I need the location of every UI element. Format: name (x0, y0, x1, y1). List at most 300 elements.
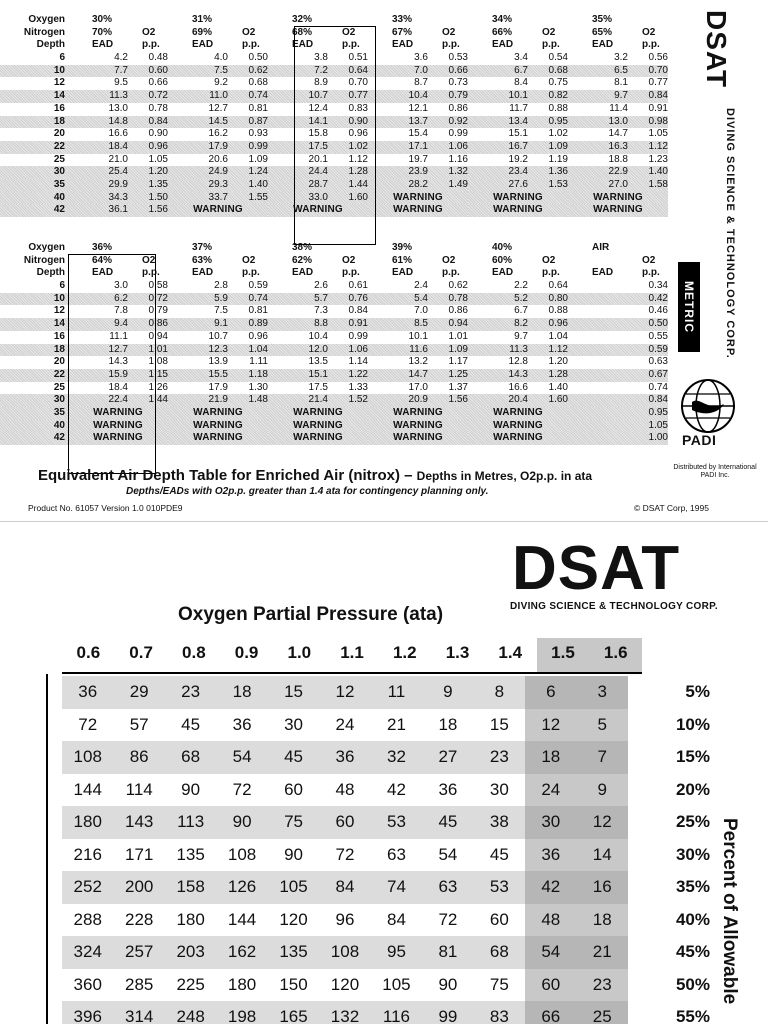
minutes-cell: 198 (216, 1001, 267, 1024)
minutes-cell: 36 (319, 741, 370, 774)
minutes-cell: 12 (525, 709, 576, 742)
ead-value-cell (68, 52, 168, 65)
depth-cell: 10 (0, 65, 68, 78)
ead-value: 11.0 (209, 90, 228, 102)
minutes-cell: 5 (577, 709, 628, 742)
group-header-value: 36% (92, 242, 113, 253)
ead-value (586, 318, 628, 331)
group-header-cell (568, 242, 668, 255)
ead-value: 11.3 (509, 343, 528, 355)
o2-pp-value: 0.84 (148, 115, 168, 127)
ead-value: 6.2 (114, 292, 128, 304)
o2-pp-value: 0.81 (248, 102, 268, 114)
group-header-value: 70% (92, 26, 113, 38)
ead-value: 17.0 (408, 381, 428, 393)
ead-block-36-air (0, 242, 668, 445)
o2-pp-value: 0.78 (148, 102, 168, 114)
ead-value-cell (368, 90, 468, 103)
group-header-value: EAD (392, 39, 414, 51)
minutes-cell: 24 (335, 714, 355, 734)
group-header-value: O2 (542, 254, 556, 266)
ead-value (586, 420, 628, 433)
ead-value-cell (468, 103, 568, 116)
group-header-value: 60% (492, 254, 513, 266)
ead-value: 5.2 (514, 292, 528, 304)
ead-value (586, 394, 628, 407)
ead-value: 21.4 (308, 394, 328, 406)
minutes-cell: 54 (525, 936, 576, 969)
ead-value-cell (268, 305, 368, 318)
warning-cell: WARNING (268, 204, 368, 217)
group-header-value: O2 (442, 26, 456, 38)
minutes-cell: 132 (319, 1001, 370, 1024)
percent-label: 10% (675, 714, 710, 734)
o2-pp-value: 1.14 (348, 356, 368, 368)
ead-value: 7.7 (114, 64, 128, 76)
group-header-value: p.p. (542, 267, 560, 279)
o2-pp-value: 0.86 (448, 102, 468, 114)
minutes-cell: 90 (284, 844, 303, 864)
minutes-cell: 21 (386, 714, 406, 734)
group-header-value (128, 242, 168, 255)
depth-cell: 6 (59, 280, 65, 292)
minutes-cell: 45 (268, 741, 319, 774)
ead-value-cell (168, 90, 268, 103)
o2-pp-value: 1.28 (548, 368, 568, 380)
group-header-cell (568, 14, 668, 27)
depth-cell: 42 (0, 204, 68, 217)
o2-pp-value: 0.72 (148, 292, 168, 304)
warning-cell: WARNING (68, 432, 168, 445)
ead-value: 13.9 (208, 356, 228, 368)
ead-value-cell (168, 166, 268, 179)
group-header-value: 30% (92, 14, 113, 25)
ead-value: 24.4 (308, 166, 328, 178)
minutes-cell: 72 (335, 844, 355, 864)
ead-value: 13.5 (308, 356, 328, 368)
minutes-cell: 257 (113, 936, 164, 969)
table-row (62, 806, 710, 839)
o2-pp-value: 0.70 (348, 77, 368, 89)
ead-value: 8.5 (414, 318, 428, 330)
o2-pp-value: 0.99 (348, 330, 368, 342)
group-header-cell (268, 255, 368, 268)
pp-header-0.6: 0.6 (76, 643, 101, 662)
dsat-logo: DSAT (512, 534, 681, 603)
group-header-cell (468, 267, 568, 280)
ead-value: 9.2 (214, 77, 228, 89)
group-header-cell (368, 255, 468, 268)
group-header-value: O2 (542, 26, 556, 38)
group-header-value (228, 242, 268, 255)
o2-pp-value: 0.96 (548, 318, 568, 330)
group-header-value (228, 14, 268, 27)
minutes-cell: 21 (577, 936, 628, 969)
o2-pp-value: 0.66 (448, 64, 468, 76)
warning-cell: WARNING (168, 420, 268, 433)
ead-value: 25.4 (108, 166, 128, 178)
group-header-value (528, 14, 568, 27)
o2-pp-value: 1.20 (548, 356, 568, 368)
ead-value: 6.7 (514, 64, 528, 76)
o2-pp-value: 0.58 (148, 280, 168, 292)
o2-pp-value: 0.34 (648, 280, 668, 292)
o2-pp-value: 0.54 (548, 52, 568, 64)
ead-value: 14.5 (208, 115, 228, 127)
minutes-cell: 36 (62, 676, 113, 709)
o2-pp-value: 0.74 (248, 292, 268, 304)
minutes-cell: 45 (489, 844, 509, 864)
ead-value: 10.1 (408, 330, 428, 342)
o2-pp-value: 0.78 (448, 292, 468, 304)
ead-value: 12.4 (308, 102, 328, 114)
ead-value: 9.1 (214, 318, 228, 330)
group-header-value (328, 242, 368, 255)
pp-header-0.7: 0.7 (129, 643, 153, 662)
table-row (62, 904, 710, 937)
ead-value-cell (68, 166, 168, 179)
ead-value (586, 280, 628, 293)
ead-value-cell (468, 356, 568, 369)
o2-pp-value: 1.02 (548, 128, 568, 140)
ead-value: 11.3 (109, 90, 128, 102)
ead-value: 17.9 (208, 381, 228, 393)
o2-pp-value: 0.56 (648, 52, 668, 64)
depth-cell: 6 (59, 52, 65, 64)
o2-pp-value: 0.94 (448, 318, 468, 330)
minutes-cell: 8 (474, 676, 525, 709)
o2-pp-value: 0.74 (648, 381, 668, 393)
group-header-value: p.p. (142, 39, 160, 51)
ead-value-cell (568, 280, 668, 293)
product-number: Product No. 61057 Version 1.0 010PDE9 (28, 503, 183, 513)
warning-cell: WARNING (268, 420, 368, 433)
group-header-value: O2 (142, 254, 156, 266)
distributed-by-note: Distributed by International PADI Inc. (673, 464, 757, 479)
warning-cell: WARNING (168, 432, 268, 445)
o2-pp-value: 0.90 (148, 128, 168, 140)
ead-value-cell (68, 192, 168, 205)
o2-pp-value: 1.24 (248, 166, 268, 178)
ead-value-cell (168, 77, 268, 90)
ead-value: 18.4 (108, 140, 128, 152)
group-header-value (586, 255, 628, 268)
ead-value-cell (68, 179, 168, 192)
group-header-cell (568, 27, 668, 40)
ead-value: 2.8 (214, 280, 228, 292)
group-header-value (628, 242, 668, 255)
depth-cell: 14 (0, 90, 68, 103)
ead-value-cell (468, 65, 568, 78)
partial-pressure-header-row (62, 638, 642, 674)
ead-value-cell (68, 356, 168, 369)
minutes-cell: 108 (319, 936, 370, 969)
ead-value: 36.1 (108, 204, 128, 216)
ead-value-cell (368, 356, 468, 369)
warning-cell: WARNING (468, 432, 568, 445)
o2-pp-value: 1.26 (148, 381, 168, 393)
o2-pp-value: 1.56 (448, 394, 468, 406)
o2-pp-value: 1.37 (448, 381, 468, 393)
minutes-cell: 15 (268, 676, 319, 709)
pp-header-1.2: 1.2 (392, 643, 417, 662)
o2-pp-value: 1.01 (448, 330, 468, 342)
minutes-cell: 158 (165, 871, 216, 904)
ead-value: 18.8 (608, 153, 628, 165)
ead-value: 15.4 (408, 128, 428, 140)
warning-cell: WARNING (568, 192, 668, 205)
minutes-cell: 285 (124, 974, 154, 994)
minutes-cell: 150 (279, 974, 308, 994)
warning-cell: WARNING (68, 407, 168, 420)
ead-value: 6.5 (614, 64, 628, 76)
ead-value: 10.1 (508, 90, 528, 102)
minutes-cell: 83 (474, 1001, 525, 1024)
ead-value: 10.4 (308, 330, 328, 342)
group-header-value: EAD (592, 267, 614, 279)
ead-value-cell (268, 103, 368, 116)
o2-pp-value: 0.88 (548, 305, 568, 317)
minutes-cell: 72 (232, 779, 252, 799)
minutes-cell: 60 (284, 779, 303, 799)
percent-label: 35% (675, 877, 710, 896)
minutes-cell: 30 (284, 714, 303, 734)
group-header-value: 31% (192, 14, 213, 25)
minutes-cell: 314 (113, 1001, 164, 1024)
group-header-value (328, 14, 368, 27)
table-row (62, 1001, 710, 1024)
ead-value-cell (68, 318, 168, 331)
o2-pp-value: 1.58 (648, 178, 668, 190)
ead-value: 27.0 (608, 178, 628, 190)
o2-pp-value: 1.32 (448, 166, 468, 178)
ead-value-cell (268, 394, 368, 407)
o2-pp-value: 1.11 (249, 356, 268, 368)
ead-value (586, 344, 628, 357)
percent-label: 50% (675, 974, 710, 994)
ead-value: 7.5 (214, 64, 228, 76)
minutes-cell: 30 (489, 779, 509, 799)
table-row (62, 741, 710, 774)
percent-label: 25% (675, 812, 710, 831)
minutes-cell: 9 (422, 676, 473, 709)
ead-value-cell (468, 179, 568, 192)
ead-value-cell (568, 394, 668, 407)
o2-pp-value: 1.18 (248, 368, 268, 380)
ead-value-cell (68, 305, 168, 318)
depth-cell: 40 (0, 192, 68, 205)
warning-cell: WARNING (368, 204, 468, 217)
ead-title-main: Equivalent Air Depth Table for Enriched Air (nitrox) – (38, 467, 413, 484)
ead-value: 16.2 (208, 128, 228, 140)
ead-value: 13.4 (508, 115, 528, 127)
ead-grid (0, 242, 668, 445)
ead-value-cell (368, 331, 468, 344)
ead-value-cell (168, 65, 268, 78)
dsat-logo-corp-name: DIVING SCIENCE & TECHNOLOGY CORP. (510, 601, 718, 612)
minutes-cell: 288 (73, 909, 102, 929)
o2-pp-value: 0.73 (448, 77, 468, 89)
group-header-value: EAD (92, 267, 114, 279)
group-header-value: EAD (92, 39, 114, 51)
ead-value-cell (268, 331, 368, 344)
minutes-cell: 36 (232, 714, 252, 734)
o2-pp-value: 1.15 (148, 368, 168, 380)
o2-pp-value: 0.77 (348, 90, 368, 102)
minutes-cell: 14 (577, 839, 628, 872)
o2-pp-value: 1.60 (348, 191, 368, 203)
minutes-cell: 12 (577, 806, 628, 839)
ead-value: 8.2 (514, 318, 528, 330)
o2-pp-value: 0.50 (248, 52, 268, 64)
ead-value: 20.4 (508, 394, 528, 406)
minutes-cell: 6 (525, 676, 576, 709)
ead-value: 5.7 (314, 292, 328, 304)
minutes-cell: 95 (371, 936, 422, 969)
minutes-cell: 12 (319, 676, 370, 709)
group-header-value: p.p. (442, 39, 460, 51)
ead-value: 24.9 (208, 166, 228, 178)
o2-pp-value: 0.90 (348, 115, 368, 127)
minutes-cell: 72 (438, 909, 458, 929)
ead-value: 8.8 (314, 318, 328, 330)
group-header-value (428, 242, 468, 255)
ead-value-cell (68, 331, 168, 344)
ead-value-cell (68, 90, 168, 103)
ead-value-cell (568, 116, 668, 129)
ead-value-cell (168, 394, 268, 407)
depth-cell: 35 (0, 179, 68, 192)
o2-pp-value: 1.04 (248, 343, 268, 355)
ead-value: 27.6 (508, 178, 528, 190)
ead-title-units: Depths in Metres, O2p.p. in ata (416, 469, 593, 483)
ead-value: 11.4 (609, 102, 628, 114)
ead-value-cell (168, 356, 268, 369)
ead-value: 9.7 (514, 330, 528, 342)
o2-pp-value: 1.06 (348, 343, 368, 355)
ead-value: 14.3 (508, 368, 528, 380)
o2-pp-value: 0.86 (148, 318, 168, 330)
ead-value-cell (168, 331, 268, 344)
o2-pp-value: 0.86 (448, 305, 468, 317)
ead-value-cell (168, 179, 268, 192)
ead-value (586, 293, 628, 306)
ead-value-cell (168, 280, 268, 293)
o2-pp-value: 1.56 (148, 204, 168, 216)
ead-value: 8.7 (414, 77, 428, 89)
percent-label: 30% (675, 844, 710, 864)
o2-pp-value: 0.61 (348, 280, 368, 292)
ead-value (586, 356, 628, 369)
ead-value: 13.2 (408, 356, 428, 368)
o2-pp-value: 0.83 (348, 102, 368, 114)
ead-value-cell (268, 192, 368, 205)
ead-value-cell (568, 154, 668, 167)
minutes-cell: 18 (216, 676, 267, 709)
group-header-value: 40% (492, 242, 513, 253)
o2-pp-value: 0.64 (548, 280, 568, 292)
ead-value: 33.7 (208, 191, 228, 203)
ead-value-cell (468, 344, 568, 357)
ead-value: 12.7 (208, 102, 228, 114)
group-header-value: 61% (392, 254, 413, 266)
ead-value: 10.4 (408, 90, 428, 102)
o2-pp-value: 0.72 (148, 90, 168, 102)
ead-value-cell (568, 344, 668, 357)
ead-value: 2.6 (314, 280, 328, 292)
ead-value-cell (368, 318, 468, 331)
o2-pp-value: 1.44 (148, 394, 168, 406)
o2-pp-value: 0.55 (648, 330, 668, 342)
minutes-cell: 3 (577, 676, 628, 709)
ead-value-cell (568, 103, 668, 116)
o2-pp-value: 1.12 (348, 153, 368, 165)
ead-value-cell (368, 293, 468, 306)
o2-pp-value: 1.60 (548, 394, 568, 406)
depth-cell: 14 (0, 318, 68, 331)
ead-value: 17.5 (308, 140, 328, 152)
o2-pp-value: 1.40 (548, 381, 568, 393)
minutes-cell: 38 (474, 806, 525, 839)
group-header-value: 35% (592, 14, 613, 25)
minutes-cell: 396 (62, 1001, 113, 1024)
depth-cell: 10 (0, 293, 68, 306)
minutes-cell: 9 (577, 774, 628, 807)
o2-pp-value: 0.74 (248, 90, 268, 102)
ead-value-cell (368, 65, 468, 78)
o2-pp-value: 0.68 (548, 64, 568, 76)
ead-value-cell (68, 128, 168, 141)
ead-value: 29.3 (208, 178, 228, 190)
ead-value-cell (68, 103, 168, 116)
minutes-cell: 105 (382, 974, 411, 994)
o2-pp-value: 0.91 (348, 318, 368, 330)
ead-value: 14.7 (408, 368, 428, 380)
minutes-cell: 45 (422, 806, 473, 839)
minutes-cell: 171 (124, 844, 154, 864)
minutes-cell: 36 (438, 779, 458, 799)
minutes-cell: 30 (525, 806, 576, 839)
group-header-value: p.p. (642, 267, 660, 279)
group-header-value: EAD (492, 267, 514, 279)
o2-pp-value: 0.67 (648, 368, 668, 380)
ead-value-cell (468, 52, 568, 65)
ead-value: 21.0 (108, 153, 128, 165)
ead-value: 11.6 (409, 343, 428, 355)
minutes-cell: 27 (422, 741, 473, 774)
minutes-cell: 228 (124, 909, 154, 929)
ead-value: 6.7 (514, 305, 528, 317)
warning-cell: WARNING (268, 407, 368, 420)
group-header-cell (168, 14, 268, 27)
minutes-cell: 90 (438, 974, 458, 994)
group-header-value: EAD (192, 267, 214, 279)
ead-value: 2.4 (414, 280, 428, 292)
depth-cell: 25 (53, 153, 65, 165)
group-header-value: 34% (492, 14, 513, 25)
minutes-cell: 126 (216, 871, 267, 904)
warning-cell: WARNING (368, 192, 468, 205)
ead-value-cell (268, 77, 368, 90)
group-header-cell (368, 27, 468, 40)
ead-value-cell (268, 382, 368, 395)
ead-value-cell (168, 318, 268, 331)
group-header-cell (468, 27, 568, 40)
minutes-cell: 135 (268, 936, 319, 969)
ead-value-cell (368, 141, 468, 154)
minutes-cell: 7 (577, 741, 628, 774)
ead-value: 16.7 (508, 140, 528, 152)
